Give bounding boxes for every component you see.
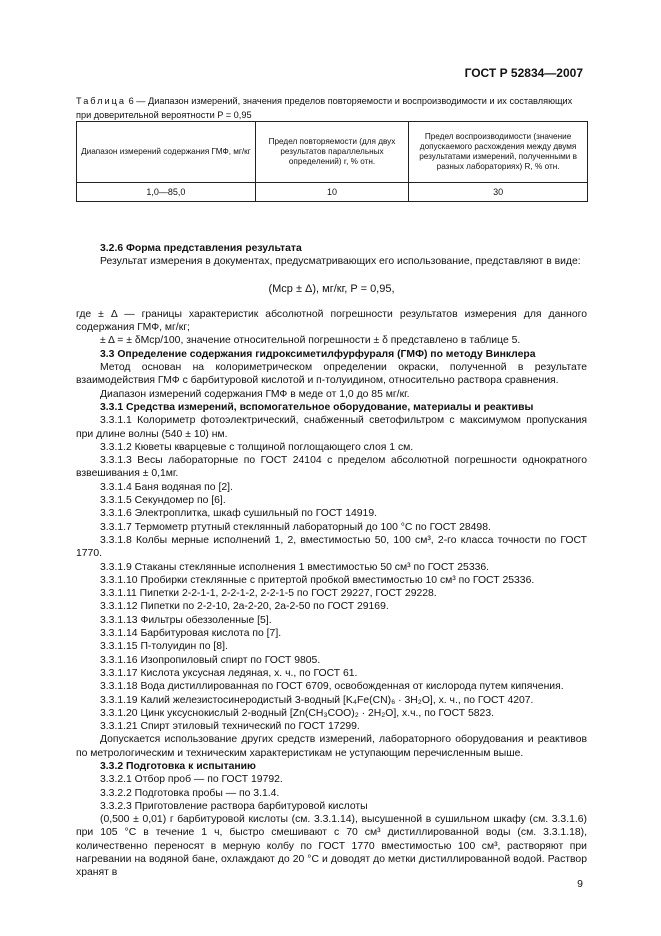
paragraph: Допускается использование других средств измерений, лабораторного оборудования и реактивов по метрологическим и техническим характеристикам не уступающим перечисленным выше.: [76, 734, 587, 759]
table-cell: 10: [255, 183, 408, 202]
list-item: 3.3.1.16 Изопропиловый спирт по ГОСТ 9805.: [100, 654, 321, 666]
list-item: 3.3.1.2 Кюветы кварцевые с толщиной поглощающего слоя 1 см.: [100, 441, 414, 453]
table-6: [76, 121, 588, 202]
list-item: 3.3.2.2 Подготовка пробы — по 3.1.4.: [100, 787, 280, 799]
section-heading: 3.3.1 Средства измерений, вспомогательное оборудование, материалы и реактивы: [100, 401, 534, 413]
section-heading: 3.2.6 Форма представления результата: [100, 243, 302, 254]
list-item: 3.3.1.15 П-толуидин по [8].: [100, 641, 228, 653]
list-item: 3.3.1.13 Фильтры обеззоленные [5].: [100, 614, 272, 626]
list-item: 3.3.1.12 Пипетки по 2-2-10, 2а-2-20, 2а-2-50 по ГОСТ 29169.: [100, 601, 389, 613]
list-item: 3.3.1.17 Кислота уксусная ледяная, х. ч., по ГОСТ 61.: [100, 667, 358, 679]
paragraph: (0,500 ± 0,01) г барбитуровой кислоты (см. 3.3.1.14), высушенной в сушильном шкафу (см. 3.3.1.6) при 105 °С в течение 1 ч, быстро смешивают с 70 см³ дистиллированной воды (см. 3.3.1.18), количественно переносят в мерную колбу по ГОСТ 1770 вместимостью 100 см³, растворяют при нагревании на водяной бане, охлаждают до 20 °С и доводят до метки дистиллированной водой. Раствор хранят в: [76, 814, 587, 879]
table-cell: 30: [409, 183, 588, 202]
list-item: 3.3.1.14 Барбитуровая кислота по [7].: [100, 628, 282, 640]
table-header-cell: Предел воспроизводимости (значение допускаемого расхождения между двумя результатами измерений, полученными в разных лабораториях) R, % отн.: [409, 122, 588, 183]
table-caption-label: Таблица: [76, 96, 127, 106]
formula: (Mср ± Δ), мг/кг, P = 0,95,: [268, 282, 395, 295]
list-item: 3.3.1.18 Вода дистиллированная по ГОСТ 6709, освобожденная от кислорода путем кипячения.: [100, 681, 564, 693]
list-item: 3.3.1.5 Секундомер по [6].: [100, 495, 226, 507]
list-item: 3.3.1.6 Электроплитка, шкаф сушильный по ГОСТ 14919.: [100, 508, 378, 520]
paragraph: Диапазон измерений содержания ГМФ в меде от 1,0 до 85 мг/кг.: [100, 388, 410, 400]
table-header-cell: Диапазон измерений содержания ГМФ, мг/кг: [77, 122, 256, 183]
table-header-row: [77, 122, 588, 183]
list-item: 3.3.1.7 Термометр ртутный стеклянный лабораторный до 100 °С по ГОСТ 28498.: [100, 521, 491, 533]
section-heading: 3.3.2 Подготовка к испытанию: [100, 760, 256, 772]
paragraph: где ± Δ — границы характеристик абсолютной погрешности результатов измерения для данного содержания ГМФ, мг/кг;: [76, 308, 587, 334]
paragraph: Результат измерения в документах, предусматривающих его использование, представляют в виде:: [100, 256, 581, 268]
list-item: 3.3.2.3 Приготовление раствора барбитуровой кислоты: [100, 800, 368, 812]
list-item: 3.3.1.3 Весы лабораторные по ГОСТ 24104 с пределом абсолютной погрешности однократного взвешивания ± 0,1мг.: [76, 455, 587, 480]
paragraph: Метод основан на колориметрическом определении окраски, полученной в результате взаимодействия ГМФ с барбитуровой кислотой и п-толуидином, относительно раствора сравнения.: [76, 362, 587, 387]
table-caption: [76, 94, 586, 122]
table-cell: 1,0—85,0: [77, 183, 256, 202]
list-item: 3.3.2.1 Отбор проб — по ГОСТ 19792.: [100, 774, 283, 786]
paragraph: ± Δ = ± δMср/100, значение относительной погрешности ± δ представлено в таблице 5.: [100, 335, 521, 347]
standard-header: ГОСТ Р 52834—2007: [464, 66, 583, 80]
table-caption-text: 6 — Диапазон измерений, значения пределов повторяемости и воспроизводимости и их составляющих при доверительной вероятности P = 0,95: [76, 96, 573, 120]
list-item: 3.3.1.20 Цинк уксуснокислый 2-водный [Zn(CH₃COO)₂ · 2H₂O], х.ч., по ГОСТ 5823.: [100, 707, 495, 719]
section-heading: 3.3 Определение содержания гидроксиметилфурфураля (ГМФ) по методу Винклера: [100, 348, 536, 360]
list-item: 3.3.1.1 Колориметр фотоэлектрический, снабженный светофильтром с максимумом пропускания при длине волны (540 ± 10) нм.: [76, 415, 587, 440]
table-row: [77, 183, 588, 202]
document-body: [76, 242, 587, 880]
page-number: 9: [577, 878, 583, 890]
list-item: 3.3.1.10 Пробирки стеклянные с притертой пробкой вместимостью 10 см³ по ГОСТ 25336.: [100, 574, 535, 586]
list-item: 3.3.1.21 Спирт этиловый технический по ГОСТ 17299.: [100, 721, 360, 733]
list-item: 3.3.1.9 Стаканы стеклянные исполнения 1 вместимостью 50 см³ по ГОСТ 25336.: [100, 561, 490, 573]
table-header-cell: Предел повторяемости (для двух результатов параллельных определений) r, % отн.: [255, 122, 408, 183]
list-item: 3.3.1.11 Пипетки 2-2-1-1, 2-2-1-2, 2-2-1-5 по ГОСТ 29227, ГОСТ 29228.: [100, 588, 437, 600]
list-item: 3.3.1.4 Баня водяная по [2].: [100, 481, 233, 493]
list-item: 3.3.1.8 Колбы мерные исполнений 1, 2, вместимостью 50, 100 см³, 2-го класса точности по ГОСТ 1770.: [76, 534, 587, 560]
list-item: 3.3.1.19 Калий железистосинеродистый 3-водный [K₄Fe(CN)₆ · 3H₂O], х. ч., по ГОСТ 4207.: [100, 694, 534, 706]
